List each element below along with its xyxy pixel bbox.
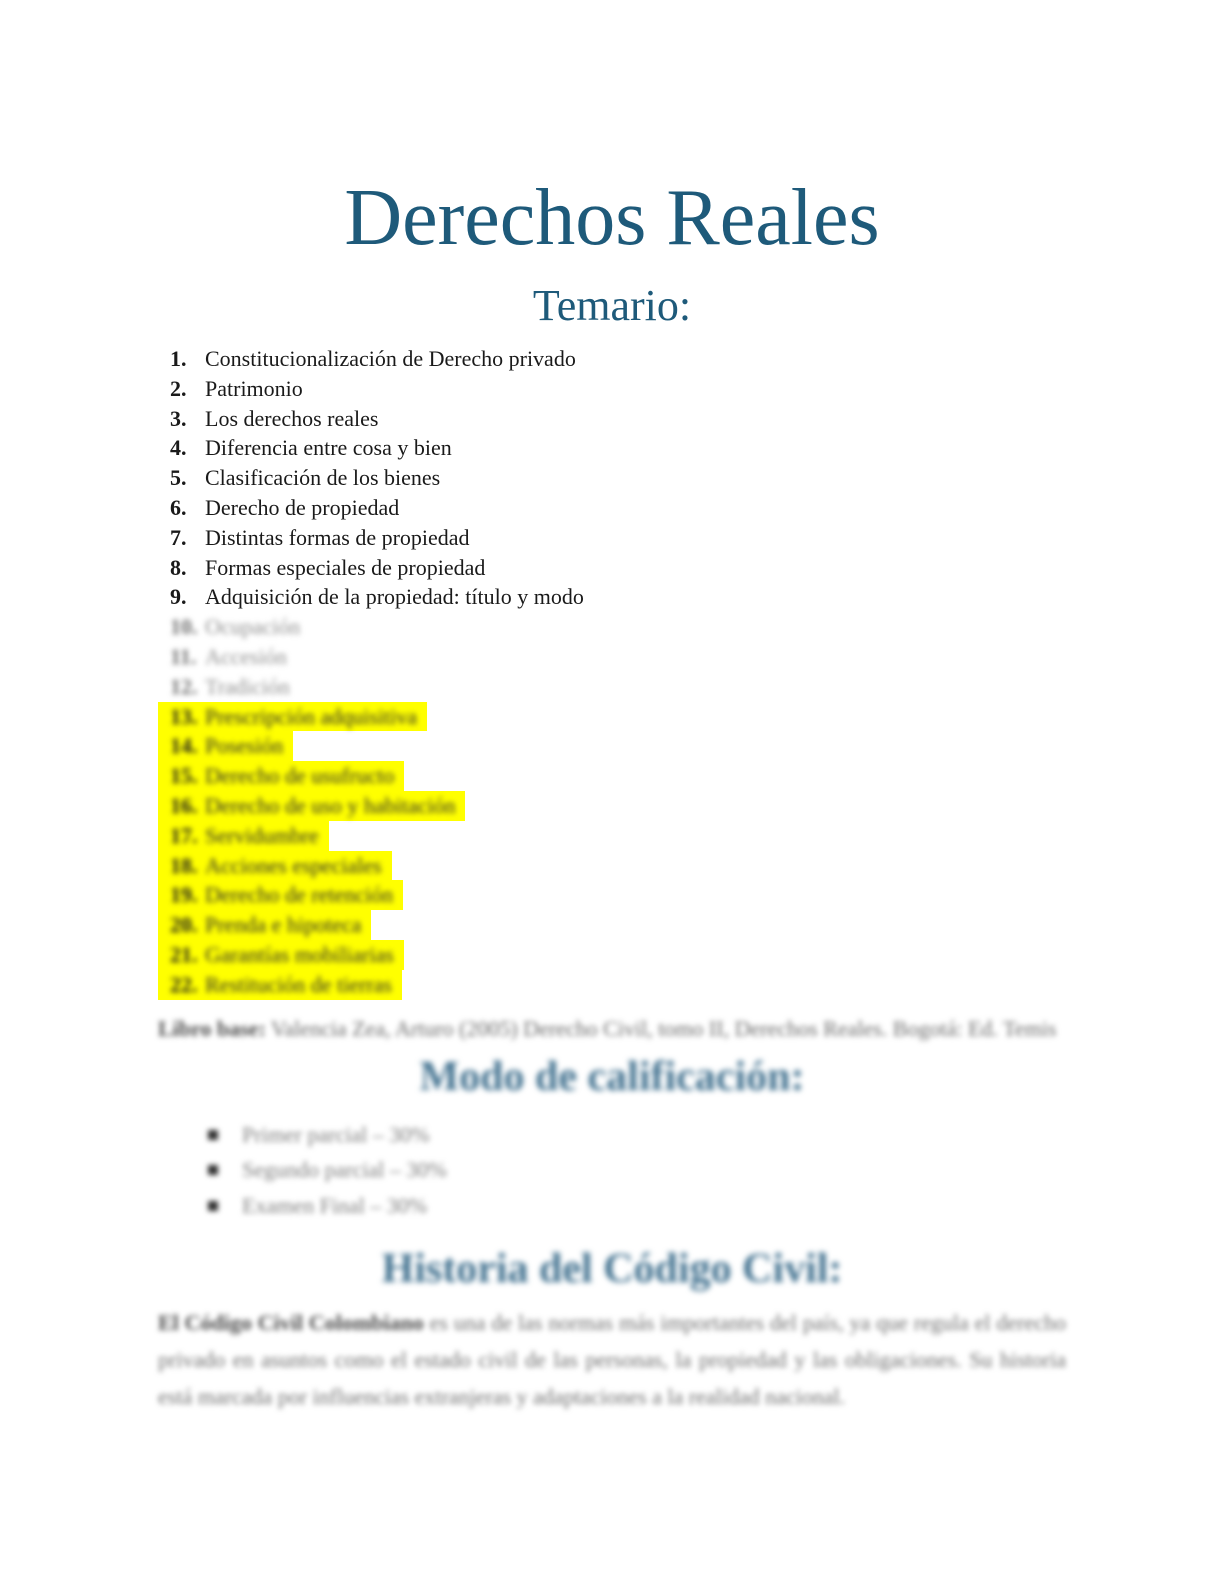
temario-item-label: Formas especiales de propiedad [205, 554, 486, 580]
historia-heading: Historia del Código Civil: [381, 1246, 843, 1293]
temario-item-content [158, 970, 392, 1000]
temario-item-label: Constitucionalización de Derecho privado [205, 346, 576, 371]
square-bullet-icon [208, 1130, 218, 1140]
temario-item-content [158, 493, 399, 523]
temario-item-label: Derecho de uso y habitación [205, 792, 456, 818]
temario-item-number: 1. [170, 346, 187, 371]
temario-item [158, 463, 1066, 493]
temario-item-number: 12. [170, 673, 198, 699]
temario-item [158, 523, 1066, 553]
temario-item-number: 4. [170, 435, 187, 461]
historia-lead: El Código Civil Colombiano [158, 1309, 424, 1335]
temario-item-label: Derecho de retención [205, 882, 394, 908]
temario-item [158, 821, 1066, 851]
item-band [158, 642, 287, 672]
highlight-band [158, 821, 329, 851]
temario-item-label: Adquisición de la propiedad: título y modo [205, 584, 584, 610]
highlight-band [158, 851, 392, 881]
temario-item-number: 5. [170, 465, 187, 491]
temario-item-content [158, 433, 452, 463]
temario-item-content [158, 642, 287, 672]
calificacion-heading: Modo de calificación: [419, 1053, 805, 1100]
square-bullet-icon [208, 1165, 218, 1175]
temario-list [158, 344, 1066, 1000]
temario-item-content [158, 940, 394, 970]
temario-item-number: 21. [170, 941, 198, 967]
page-title: Derechos Reales [344, 174, 880, 262]
temario-item-content [158, 463, 440, 493]
temario-item-content [158, 851, 382, 881]
temario-item-number: 8. [170, 554, 187, 580]
temario-item [158, 404, 1066, 434]
item-band [158, 344, 576, 374]
temario-item-label: Prescripción adquisitiva [205, 703, 418, 729]
highlight-band [158, 970, 402, 1000]
highlight-band [158, 702, 427, 732]
calificacion-item-label: Examen Final – 30% [242, 1192, 428, 1218]
historia-paragraph [158, 1304, 1066, 1415]
temario-item [158, 642, 1066, 672]
temario-item [158, 433, 1066, 463]
temario-item [158, 612, 1066, 642]
temario-item-content [158, 672, 290, 702]
highlight-band [158, 761, 404, 791]
temario-item-number: 3. [170, 405, 187, 431]
item-band [158, 523, 470, 553]
temario-item-number: 22. [170, 971, 198, 997]
item-band [158, 672, 290, 702]
temario-item-label: Servidumbre [205, 822, 319, 848]
temario-item [158, 702, 1066, 732]
temario-item [158, 672, 1066, 702]
temario-item [158, 374, 1066, 404]
temario-item-number: 9. [170, 584, 187, 610]
temario-item-content [158, 880, 393, 910]
temario-item-label: Posesión [205, 733, 284, 759]
temario-item [158, 940, 1066, 970]
temario-item-content [158, 731, 283, 761]
libro-base-label: Libro base: [158, 1015, 266, 1041]
temario-item-number: 15. [170, 763, 198, 789]
libro-base-paragraph [158, 1010, 1066, 1047]
temario-item [158, 731, 1066, 761]
calificacion-list [158, 1117, 1066, 1224]
temario-item-number: 20. [170, 912, 198, 938]
item-band [158, 463, 440, 493]
temario-item [158, 851, 1066, 881]
libro-base-text: Valencia Zea, Arturo (2005) Derecho Civil, tomo II, Derechos Reales. Bogotá: Ed. Temis [265, 1015, 1057, 1041]
temario-item [158, 970, 1066, 1000]
highlight-band [158, 940, 404, 970]
item-band [158, 553, 485, 583]
historia-text: es una de las normas más importantes del país, ya que regula el derecho privado en asuntos como el estado civil de las personas, la propiedad y las obligaciones. Su historia está marcada por influencias extranjeras y adaptaciones a la realidad nacional. [158, 1309, 1066, 1409]
temario-item [158, 880, 1066, 910]
temario-item-label: Distintas formas de propiedad [205, 524, 470, 550]
temario-item-number: 2. [170, 375, 187, 401]
temario-heading: Temario: [532, 281, 692, 330]
temario-item-label: Diferencia entre cosa y bien [205, 435, 452, 461]
temario-item-label: Tradición [205, 673, 290, 699]
temario-item-number: 7. [170, 524, 187, 550]
temario-item-content [158, 761, 394, 791]
item-band [158, 374, 303, 404]
highlight-band [158, 880, 403, 910]
temario-item-number: 13. [170, 703, 198, 729]
temario-item-number: 6. [170, 494, 187, 520]
temario-item-number: 16. [170, 792, 198, 818]
item-band [158, 404, 378, 434]
temario-item-content [158, 374, 303, 404]
temario-item-content [158, 702, 417, 732]
temario-item [158, 761, 1066, 791]
item-band [158, 493, 399, 523]
temario-item [158, 791, 1066, 821]
square-bullet-icon [208, 1201, 218, 1211]
temario-item-label: Los derechos reales [205, 405, 379, 431]
temario-item-content [158, 612, 300, 642]
temario-item-label: Restitución de tierras [205, 971, 392, 997]
temario-item-number: 19. [170, 882, 198, 908]
temario-item-content [158, 910, 361, 940]
temario-item-label: Derecho de propiedad [205, 494, 400, 520]
calificacion-item-label: Primer parcial – 30% [242, 1121, 430, 1147]
temario-item-content [158, 821, 319, 851]
calificacion-item [208, 1117, 1066, 1153]
temario-item-label: Clasificación de los bienes [205, 465, 441, 491]
temario-item [158, 344, 1066, 374]
temario-item-label: Acciones especiales [205, 852, 382, 878]
temario-item-content [158, 553, 485, 583]
temario-item-content [158, 344, 576, 374]
highlight-band [158, 910, 371, 940]
temario-item-number: 11. [170, 643, 197, 669]
temario-item-label: Prenda e hipoteca [205, 912, 362, 938]
calificacion-item [208, 1152, 1066, 1188]
temario-item-number: 14. [170, 733, 198, 759]
temario-item-label: Ocupación [205, 614, 301, 640]
item-band [158, 582, 584, 612]
temario-item-content [158, 404, 378, 434]
temario-item-number: 17. [170, 822, 198, 848]
highlight-band [158, 731, 293, 761]
temario-item-label: Garantías mobiliarias [205, 941, 394, 967]
temario-item-label: Accesión [205, 643, 287, 669]
temario-item-number: 18. [170, 852, 198, 878]
temario-item-label: Patrimonio [205, 375, 303, 401]
temario-item-content [158, 582, 584, 612]
temario-item [158, 553, 1066, 583]
temario-item-label: Derecho de usufructo [205, 763, 395, 789]
item-band [158, 433, 452, 463]
calificacion-item-label: Segundo parcial – 30% [242, 1157, 447, 1183]
temario-item [158, 582, 1066, 612]
temario-item [158, 910, 1066, 940]
temario-item-content [158, 523, 470, 553]
item-band [158, 612, 300, 642]
temario-item-content [158, 791, 455, 821]
temario-item [158, 493, 1066, 523]
temario-item-number: 10. [170, 614, 198, 640]
calificacion-item [208, 1188, 1066, 1224]
highlight-band [158, 791, 465, 821]
